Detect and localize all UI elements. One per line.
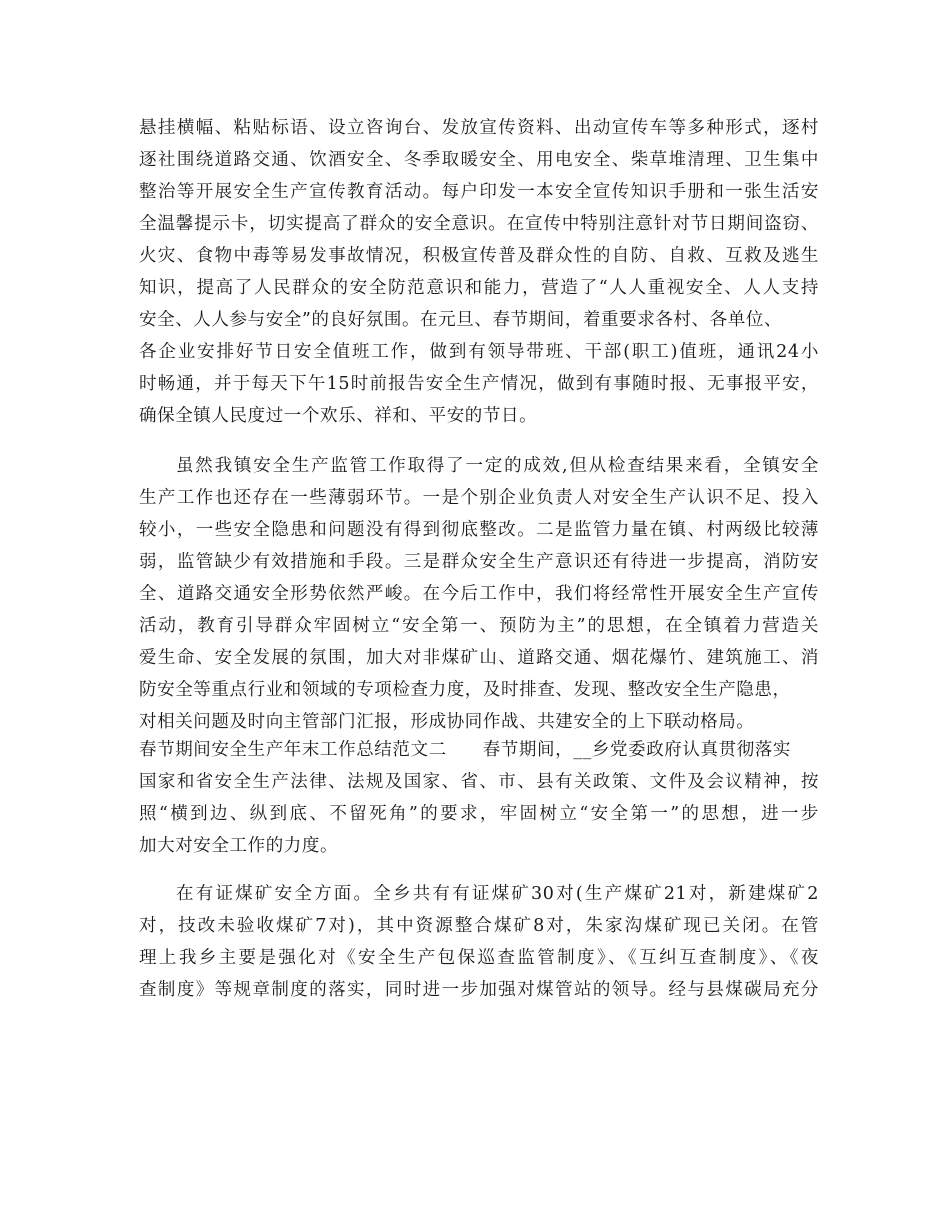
text-line: 逐社围绕道路交通、饮酒安全、冬季取暖安全、用电安全、柴草堆清理、卫生集中 [139,150,819,170]
paragraph-1 [139,112,819,432]
text-line: 时畅通，并于每天下午15时前报告安全生产情况，做到有事随时报、无事报平安， [139,374,819,394]
text-line: 理上我乡主要是强化对《安全生产包保巡查监管制度》、《互纠互查制度》、《夜 [139,948,819,968]
text-line: 对相关问题及时向主管部门汇报，形成协同作战、共建安全的上下联动格局。 [139,712,755,732]
text-line: 较小，一些安全隐患和问题没有得到彻底整改。二是监管力量在镇、村两级比较薄 [139,520,819,540]
paragraph-4 [139,878,819,1006]
text-line: 对，技改未验收煤矿7对)，其中资源整合煤矿8对，朱家沟煤矿现已关闭。在管 [139,916,819,936]
text-line: 确保全镇人民度过一个欢乐、祥和、平安的节日。 [139,406,538,426]
text-line: 国家和省安全生产法律、法规及国家、省、市、县有关政策、文件及会议精神，按 [139,772,819,792]
text-line: 悬挂横幅、粘贴标语、设立咨询台、发放宣传资料、出动宣传车等多种形式，逐村 [139,118,819,138]
text-line: 虽然我镇安全生产监管工作取得了一定的成效,但从检查结果来看，全镇安全 [176,456,819,476]
text-line: 查制度》等规章制度的落实，同时进一步加强对煤管站的领导。经与县煤碳局充分 [139,980,819,1000]
text-line: 加大对安全工作的力度。 [139,836,339,856]
paragraph-2 [139,450,819,738]
heading-line-continuation: 春节期间，__乡党委政府认真贯彻落实 [482,740,792,760]
text-line: 生产工作也还存在一些薄弱环节。一是个别企业负责人对安全生产认识不足、投入 [139,488,819,508]
text-line: 各企业安排好节日安全值班工作，做到有领导带班、干部(职工)值班，通讯24小 [139,342,819,362]
text-line: 活动，教育引导群众牢固树立“安全第一、预防为主”的思想，在全镇着力营造关 [139,616,819,636]
text-line [139,734,819,766]
text-line: 全温馨提示卡，切实提高了群众的安全意识。在宣传中特别注意针对节日期间盗窃、 [139,214,819,234]
text-line: 防安全等重点行业和领域的专项检查力度，及时排查、发现、整改安全生产隐患， [139,680,791,700]
text-line: 爱生命、安全发展的氛围，加大对非煤矿山、道路交通、烟花爆竹、建筑施工、消 [139,648,819,668]
text-line: 全、道路交通安全形势依然严峻。在今后工作中，我们将经常性开展安全生产宣传 [139,584,819,604]
text-line: 知识，提高了人民群众的安全防范意识和能力，营造了“人人重视安全、人人支持 [139,278,819,298]
text-line: 在有证煤矿安全方面。全乡共有有证煤矿30对(生产煤矿21对，新建煤矿2 [176,884,819,904]
section-heading: 春节期间安全生产年末工作总结范文二 [139,740,447,760]
text-line: 整治等开展安全生产宣传教育活动。每户印发一本安全宣传知识手册和一张生活安 [139,182,819,202]
text-line: 照“横到边、纵到底、不留死角”的要求，牢固树立“安全第一”的思想，进一步 [139,804,819,824]
text-line: 火灾、食物中毒等易发事故情况，积极宣传普及群众性的自防、自救、互救及逃生 [139,246,819,266]
text-line: 安全、人人参与安全”的良好氛围。在元旦、春节期间，着重要求各村、各单位、 [139,310,783,330]
text-line: 弱，监管缺少有效措施和手段。三是群众安全生产意识还有待进一步提高，消防安 [139,552,819,572]
paragraph-3 [139,734,819,862]
